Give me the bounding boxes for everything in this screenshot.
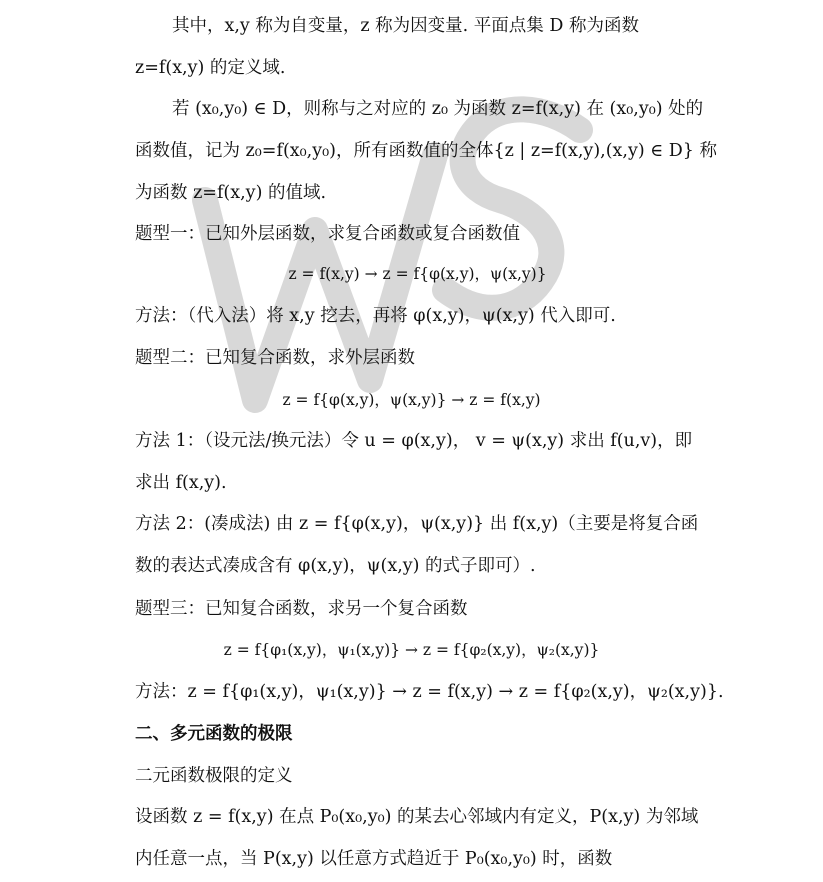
section-heading-type-2: 题型二：已知复合函数，求外层函数 bbox=[135, 348, 415, 368]
text-line-4: 函数值，记为 z₀=f(x₀,y₀)，所有函数值的全体{z | z=f(x,y),(x,y) ∈ D} 称 bbox=[135, 141, 717, 161]
text-line-10: 数的表达式凑成含有 φ(x,y)，ψ(x,y) 的式子即可）. bbox=[135, 556, 536, 576]
formula-1: z = f(x,y) → z = f{φ(x,y)，ψ(x,y)} bbox=[288, 265, 547, 283]
text-line-7: 方法 1：（设元法/换元法）令 u = φ(x,y)， v = ψ(x,y) 求出 f(u,v)，即 bbox=[135, 431, 693, 451]
text-line-6: 方法：（代入法）将 x,y 挖去，再将 φ(x,y)，ψ(x,y) 代入即可. bbox=[135, 306, 616, 326]
section-heading-type-3: 题型三：已知复合函数，求另一个复合函数 bbox=[135, 599, 468, 619]
section-heading-type-1: 题型一：已知外层函数，求复合函数或复合函数值 bbox=[135, 224, 520, 244]
text-line-12: 二元函数极限的定义 bbox=[135, 766, 293, 786]
text-line-3: 若 (x₀,y₀) ∈ D，则称与之对应的 z₀ 为函数 z=f(x,y) 在 (x₀,y₀) 处的 bbox=[172, 99, 704, 119]
text-line-1: 其中，x,y 称为自变量，z 称为因变量. 平面点集 D 称为函数 bbox=[172, 16, 639, 36]
text-line-5: 为函数 z=f(x,y) 的值域. bbox=[135, 183, 327, 203]
text-line-11: 方法：z = f{φ₁(x,y)，ψ₁(x,y)} → z = f(x,y) → z = f{φ₂(x,y)，ψ₂(x,y)}. bbox=[135, 682, 724, 702]
text-line-13: 设函数 z = f(x,y) 在点 P₀(x₀,y₀) 的某去心邻域内有定义，P(x,y) 为邻域 bbox=[135, 807, 699, 827]
section-title-limits: 二、多元函数的极限 bbox=[135, 724, 293, 744]
text-line-14: 内任意一点，当 P(x,y) 以任意方式趋近于 P₀(x₀,y₀) 时，函数 bbox=[135, 849, 613, 869]
text-line-8: 求出 f(x,y). bbox=[135, 473, 227, 493]
formula-3: z = f{φ₁(x,y)，ψ₁(x,y)} → z = f{φ₂(x,y)，ψ₂(x,y)} bbox=[223, 641, 600, 659]
text-line-9: 方法 2：(凑成法) 由 z = f{φ(x,y)，ψ(x,y)} 出 f(x,y)（主要是将复合函 bbox=[135, 514, 699, 534]
text-line-2: z=f(x,y) 的定义域. bbox=[135, 58, 286, 78]
formula-2: z = f{φ(x,y)，ψ(x,y)} → z = f(x,y) bbox=[282, 391, 541, 409]
